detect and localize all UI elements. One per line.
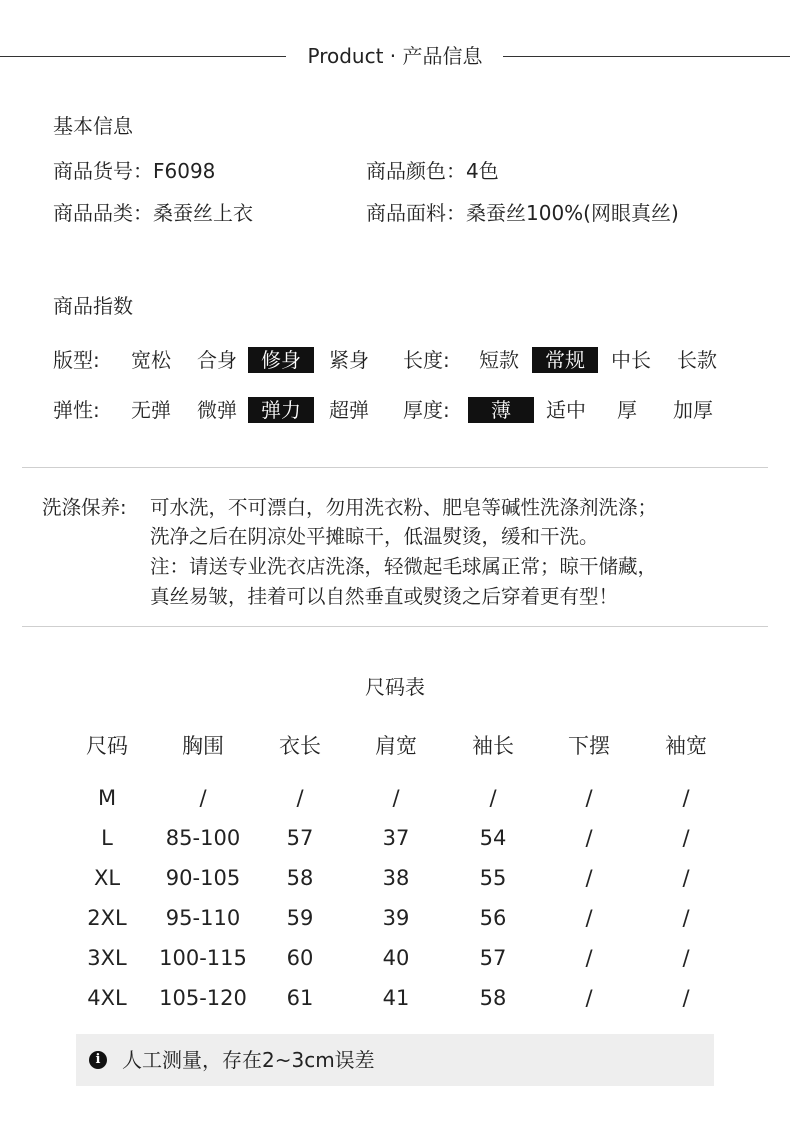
size-table-cell: 39 <box>382 906 410 930</box>
size-table-cell: 40 <box>382 946 410 970</box>
size-table-cell: 55 <box>479 866 507 890</box>
care-label: 洗涤保养: <box>42 496 127 519</box>
length-label: 长度: <box>403 348 450 372</box>
size-table-header: 袖宽 <box>665 734 707 758</box>
size-table-cell: M <box>97 786 117 810</box>
item-category: 商品品类：桑蚕丝上衣 <box>53 201 253 225</box>
size-table-header: 肩宽 <box>375 734 417 758</box>
care-line: 注：请送专业洗衣店洗涤，轻微起毛球属正常；晾干储藏， <box>150 555 658 578</box>
size-table-cell: / <box>392 786 400 810</box>
size-table-cell: L <box>101 826 113 850</box>
size-table-header: 袖长 <box>472 734 514 758</box>
fit-label: 版型: <box>53 348 100 372</box>
size-table-header: 下摆 <box>568 734 610 758</box>
item-fabric: 商品面料：桑蚕丝100%(网眼真丝) <box>366 201 679 225</box>
size-table-cell: 57 <box>286 826 314 850</box>
size-table-cell: 56 <box>479 906 507 930</box>
item-number: 商品货号：F6098 <box>53 159 216 183</box>
length-option: 短款 <box>479 348 519 372</box>
length-option: 中长 <box>611 348 651 372</box>
divider-top <box>22 467 768 468</box>
note-text: 人工测量，存在2~3cm误差 <box>122 1048 375 1072</box>
elastic-option: 无弹 <box>131 398 171 422</box>
thickness-option: 适中 <box>546 398 586 422</box>
size-table-cell: 37 <box>382 826 410 850</box>
size-table-cell: / <box>682 786 690 810</box>
size-table-cell: 57 <box>479 946 507 970</box>
size-table-cell: 59 <box>286 906 314 930</box>
elastic-option: 超弹 <box>329 398 369 422</box>
length-option: 常规 <box>532 347 598 373</box>
size-table-cell: 61 <box>286 986 314 1010</box>
measurement-note <box>76 1034 714 1086</box>
size-table-cell: / <box>682 826 690 850</box>
basic-info-heading: 基本信息 <box>53 114 133 138</box>
size-table-cell: 38 <box>382 866 410 890</box>
thickness-label: 厚度: <box>403 398 450 422</box>
page-title: Product · 产品信息 <box>293 44 496 68</box>
size-table-title: 尺码表 <box>365 675 425 699</box>
info-icon: i <box>89 1051 107 1069</box>
size-table-cell: 4XL <box>87 986 127 1010</box>
size-table-cell: / <box>682 946 690 970</box>
size-table-cell: XL <box>93 866 121 890</box>
care-line: 洗净之后在阴凉处平摊晾干，低温熨烫，缓和干洗。 <box>150 525 599 548</box>
size-table-cell: / <box>585 946 593 970</box>
elastic-option: 微弹 <box>197 398 237 422</box>
length-option: 长款 <box>677 348 717 372</box>
size-table-cell: / <box>585 786 593 810</box>
fit-option: 宽松 <box>131 348 171 372</box>
elastic-option: 弹力 <box>248 397 314 423</box>
size-table-cell: 60 <box>286 946 314 970</box>
size-table-cell: / <box>585 986 593 1010</box>
elastic-label: 弹性: <box>53 398 100 422</box>
size-table-cell: / <box>585 826 593 850</box>
size-table-header: 胸围 <box>182 734 224 758</box>
divider-bottom <box>22 626 768 627</box>
size-table-cell: / <box>296 786 304 810</box>
size-table-cell: / <box>682 986 690 1010</box>
fit-option: 修身 <box>248 347 314 373</box>
fit-option: 合身 <box>197 348 237 372</box>
size-table-cell: 54 <box>479 826 507 850</box>
care-line: 真丝易皱，挂着可以自然垂直或熨烫之后穿着更有型！ <box>150 585 619 608</box>
size-table-cell: 58 <box>286 866 314 890</box>
size-table-cell: / <box>682 866 690 890</box>
size-table-cell: / <box>682 906 690 930</box>
care-line: 可水洗，不可漂白，勿用洗衣粉、肥皂等碱性洗涤剂洗涤； <box>150 496 658 519</box>
size-table-cell: 3XL <box>87 946 127 970</box>
size-table-cell: / <box>199 786 207 810</box>
size-table-cell: 105-120 <box>159 986 247 1010</box>
thickness-option: 厚 <box>617 398 637 422</box>
size-table-cell: / <box>585 906 593 930</box>
size-table-cell: 100-115 <box>159 946 247 970</box>
product-index-heading: 商品指数 <box>53 294 133 318</box>
size-table-header: 衣长 <box>279 734 321 758</box>
size-table-cell: 58 <box>479 986 507 1010</box>
size-table-cell: / <box>489 786 497 810</box>
size-table-cell: 90-105 <box>165 866 241 890</box>
size-table-cell: 41 <box>382 986 410 1010</box>
size-table-cell: 2XL <box>87 906 127 930</box>
size-table-header: 尺码 <box>86 734 128 758</box>
thickness-option: 加厚 <box>673 398 713 422</box>
size-table-cell: 85-100 <box>165 826 241 850</box>
thickness-option: 薄 <box>468 397 534 423</box>
item-color: 商品颜色：4色 <box>366 159 499 183</box>
size-table-cell: / <box>585 866 593 890</box>
fit-option: 紧身 <box>329 348 369 372</box>
page-title-wrap <box>0 42 790 70</box>
size-table-cell: 95-110 <box>165 906 241 930</box>
